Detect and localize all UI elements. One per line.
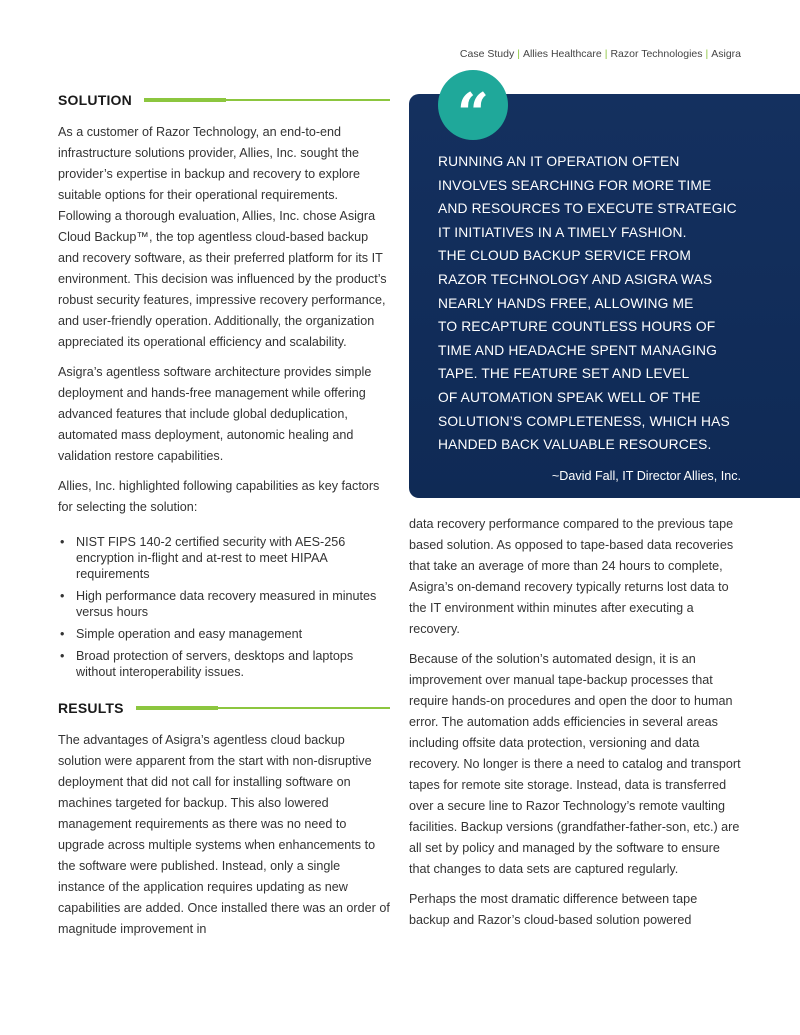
pull-quote-author: ~David Fall, IT Director Allies, Inc. [551,469,741,483]
solution-paragraph-3: Allies, Inc. highlighted following capabilities as key factors for selecting the solution: [58,479,380,514]
header-separator: | [604,48,608,60]
results-paragraph-2: data recovery performance compared to the previous tape based solution. As opposed to tape-based data recoveries that take an average of more than 24 hours to complete, Asigra’s on-demand recovery typically returns lost data to the IT environment within minutes after executing a recovery. [409,517,734,636]
solution-heading-rule [144,99,390,101]
results-heading-rule [136,707,390,709]
quote-mark-icon [438,70,508,147]
solution-heading: SOLUTION [58,92,132,108]
list-item: • Simple operation and easy management [58,626,390,642]
solution-paragraph-1: As a customer of Razor Technology, an end-to-end infrastructure solutions provider, Allies, Inc. sought the provider’s expertise in backup and recovery to explore suitable options for their operational requirements. Following a thorough evaluation, Allies, Inc. chose Asigra Cloud Backup™, the top agentless cloud-based backup and recovery software, as their preferred platform for its IT environment. This decision was influenced by the product’s robust security features, impressive recovery performance, and user-friendly operation. Additionally, the organization appreciated its operational efficiency and scalability. [58,125,387,349]
results-heading: RESULTS [58,700,124,716]
header-item-razor: Razor Technologies [610,48,703,60]
quote-mark-glyph: “ [456,81,490,147]
list-item: • High performance data recovery measured in minutes versus hours [58,588,390,620]
list-item: • Broad protection of servers, desktops and laptops without interoperability issues. [58,648,390,680]
right-column [409,514,741,940]
solution-heading-row [58,90,390,110]
capabilities-list [58,534,390,680]
header-item-asigra: Asigra [711,48,741,60]
solution-paragraph-2: Asigra’s agentless software architecture provides simple deployment and hands-free management while offering advanced features that include global deduplication, automated mass deployment, autonomic healing and validation restore capabilities. [58,365,372,463]
list-item: • NIST FIPS 140-2 certified security with AES-256 encryption in-flight and at-rest to meet HIPAA requirements [58,534,390,582]
header-separator: | [517,48,520,60]
page-header [460,48,741,60]
header-item-allies: Allies Healthcare [522,48,602,60]
results-paragraph-3: Because of the solution’s automated design, it is an improvement over manual tape-backup processes that require hands-on procedures and open the door to human error. The automation adds efficiencies in several areas including offsite data protection, versioning and data recovery. No longer is there a need to catalog and transport tapes for remote site storage. Instead, data is transferred over a secure line to Razor Technology’s remote vaulting facilities. Backup versions (grandfather-father-son, etc.) are all set by policy and managed by the software to ensure that changes to data sets are captured regularly. [409,652,741,876]
left-column [58,90,390,949]
results-heading-row [58,698,390,718]
results-paragraph-4: Perhaps the most dramatic difference between tape backup and Razor’s cloud-based solution powered [409,892,698,927]
header-separator: | [705,48,709,60]
header-item-case-study: Case Study [459,48,515,60]
pull-quote-text: RUNNING AN IT OPERATION OFTEN INVOLVES SEARCHING FOR MORE TIME AND RESOURCES TO EXECUTE STRATEGIC IT INITIATIVES IN A TIMELY FASHION. THE CLOUD BACKUP SERVICE FROM RAZOR TECHNOLOGY AND ASIGRA WAS NEARLY HANDS FREE, ALLOWING ME TO RECAPTURE COUNTLESS HOURS OF TIME AND HEADACHE SPENT MANAGING TAPE. THE FEATURE SET AND LEVEL OF AUTOMATION SPEAK WELL OF THE SOLUTION’S COMPLETENESS, WHICH HAS HANDED BACK VALUABLE RESOURCES. [438,154,737,453]
results-paragraph-1: The advantages of Asigra’s agentless cloud backup solution were apparent from the start with non-disruptive deployment that did not call for installing software on machines targeted for backup. This also lowered management requirements as there was no need to upgrade across multiple systems when enhancements to the software were published. Instead, only a single instance of the application requires updating as new capabilities are added. Once installed there was an order of magnitude improvement in [58,733,390,936]
